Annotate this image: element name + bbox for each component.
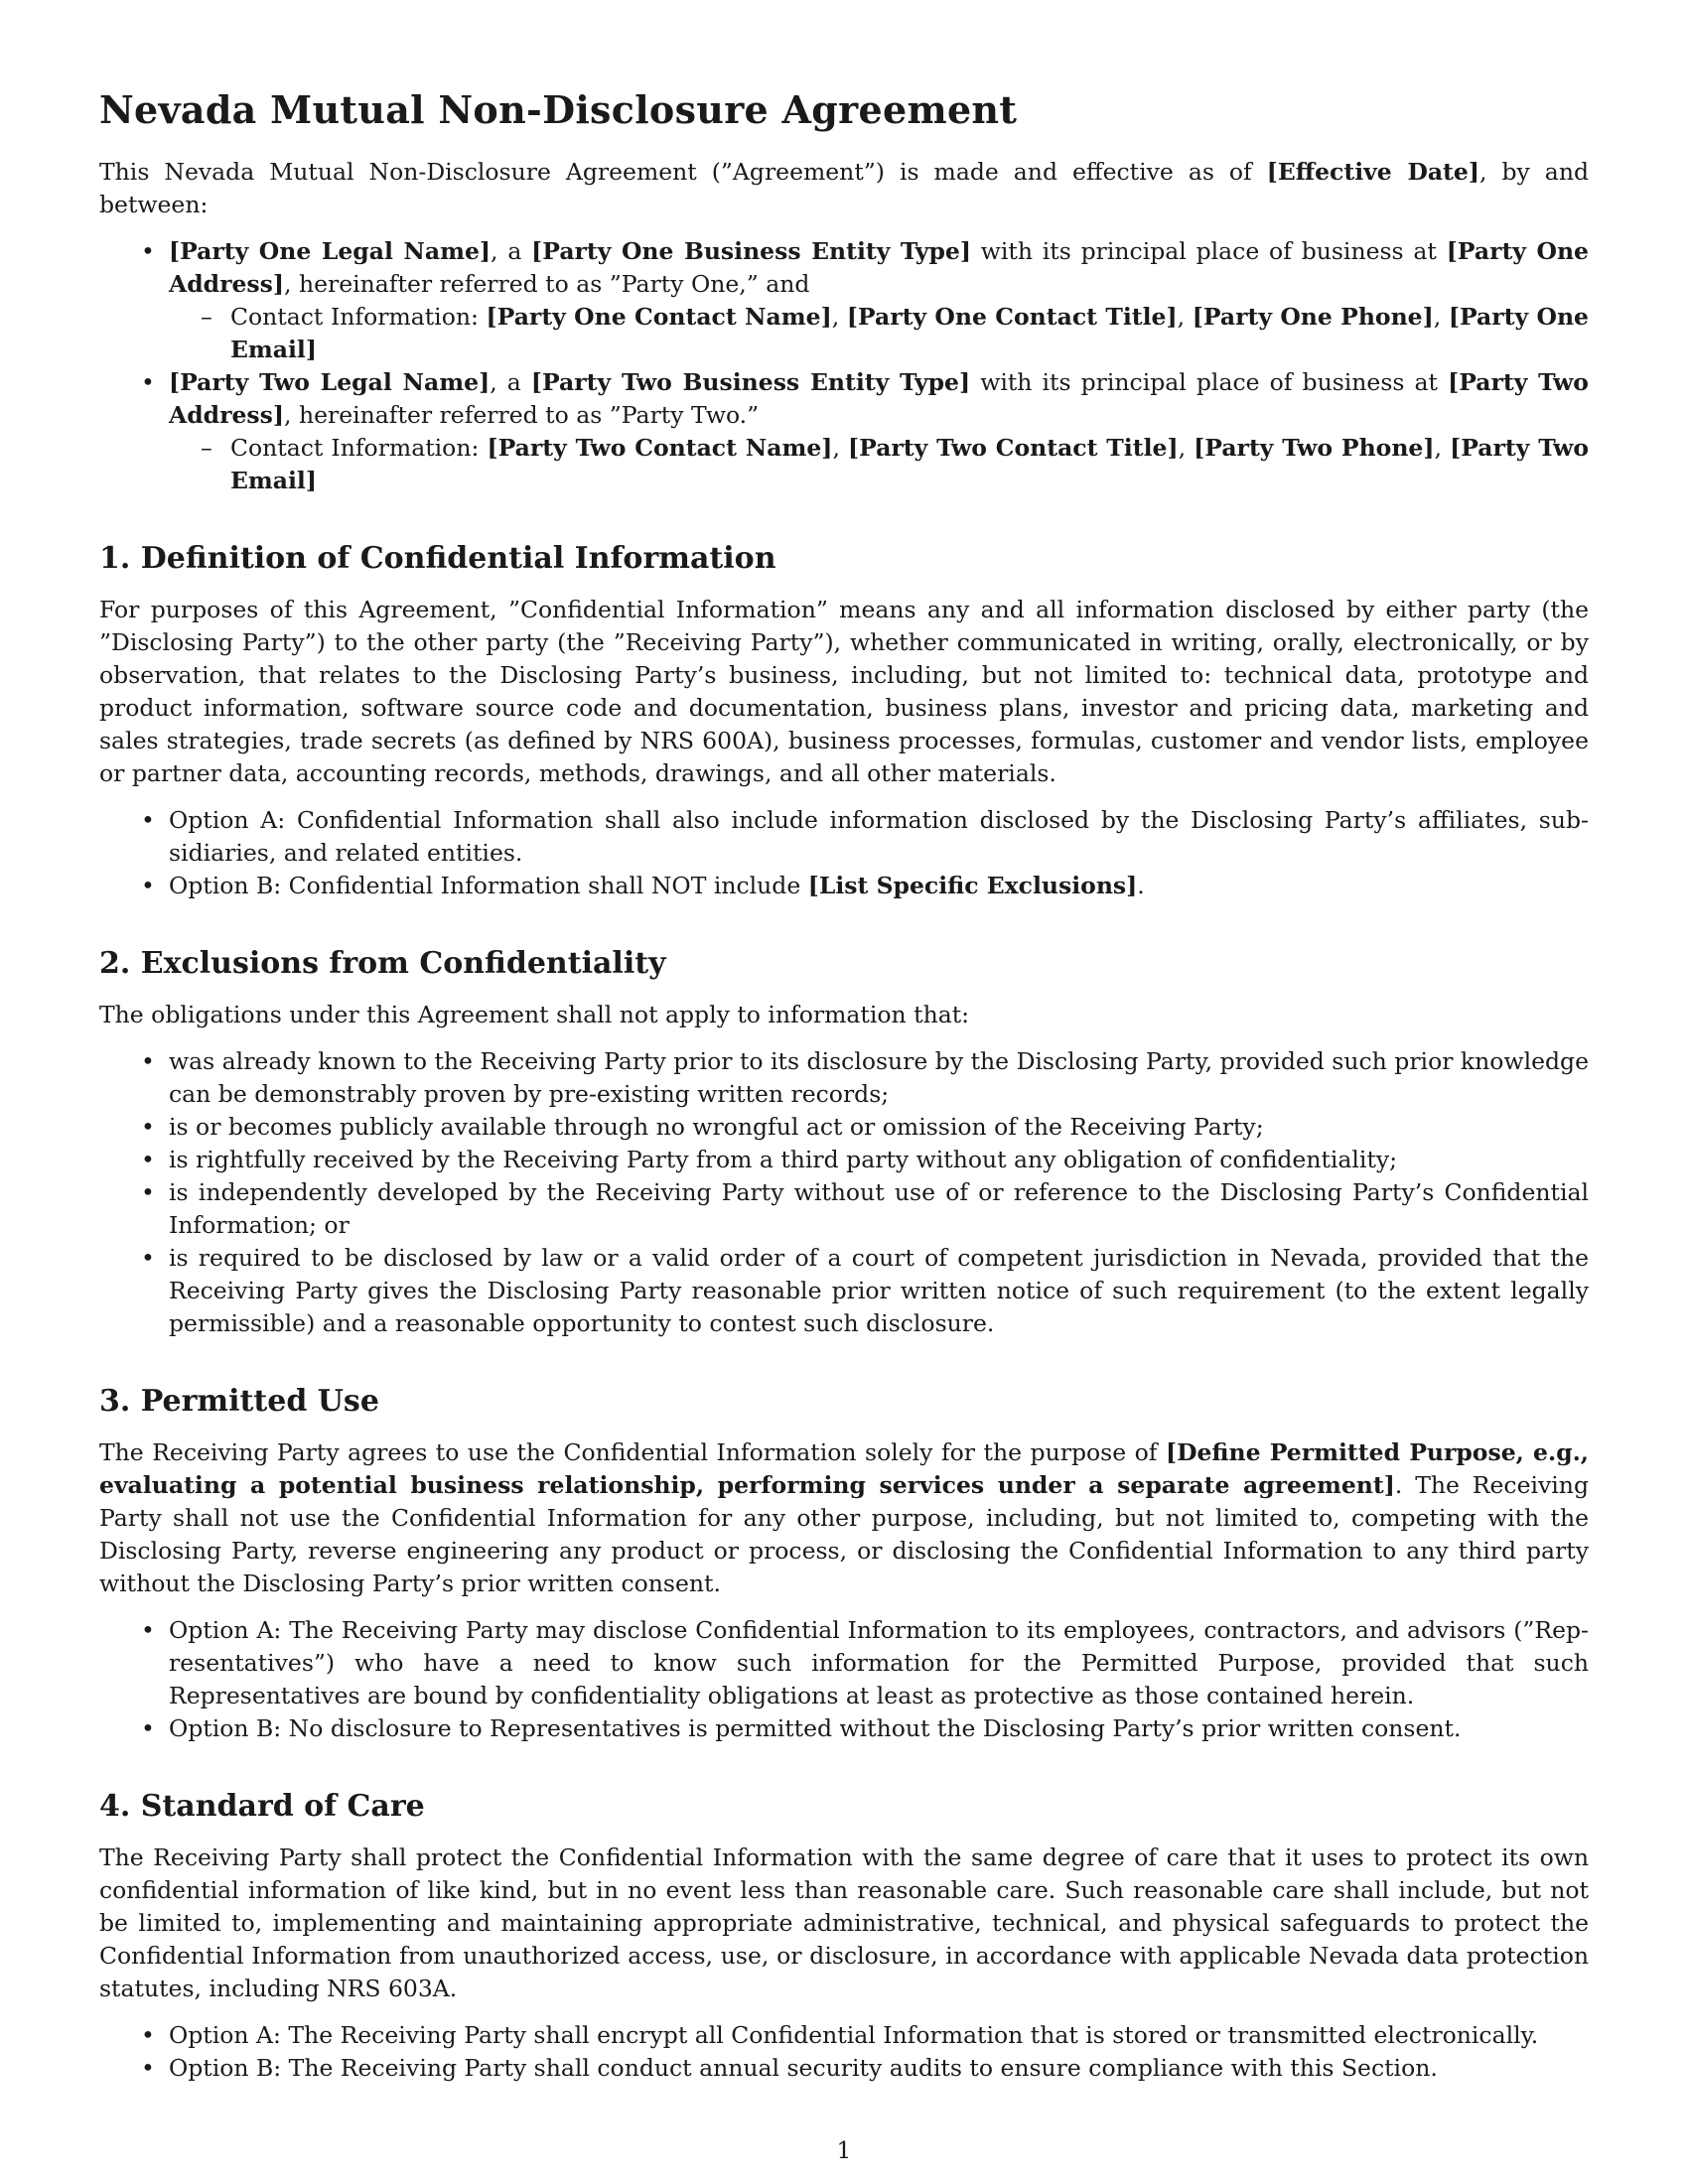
intro-paragraph	[99, 156, 1589, 221]
document-title: Nevada Mutual Non-Disclosure Agreement	[99, 87, 1018, 132]
text: with its principal place of business at	[970, 368, 1449, 396]
separator: ,	[1433, 303, 1449, 331]
party-one-address: [Party One Address]	[169, 237, 1589, 298]
party-one-contact-name: [Party One Contact Name]	[486, 303, 832, 331]
party-two-legal-name: [Party Two Legal Name]	[169, 368, 491, 396]
section-4-option-b: • Option B: The Receiving Party shall conduct annual security audits to ensure compliance with this Section.	[169, 2052, 1589, 2085]
list-item: • is rightfully received by the Receiving Party from a third party without any obligation of confidentiality;	[169, 1144, 1589, 1176]
section-3-option-b: • Option B: No disclosure to Representatives is permitted without the Disclosing Party’s prior written consent.	[169, 1712, 1589, 1745]
effective-date-placeholder: [Effective Date]	[1266, 158, 1479, 186]
section-3-option-a: • Option A: The Receiving Party may disclose Confidential Information to its employees, contractors, and advisors (”Representatives”) who have a need to know such information for the Permitted Purpose, provided that such Representatives are bound by confidentiality obligations at least as protective as those contained herein.	[169, 1614, 1589, 1712]
list-item: • is independently developed by the Receiving Party without use of or reference to the Disclosing Party’s Confidential Information; or	[169, 1176, 1589, 1242]
list-item: • was already known to the Receiving Party prior to its disclosure by the Disclosing Party, provided such prior knowledge can be demonstrably proven by pre-existing written records;	[169, 1045, 1589, 1111]
intro-text: This Nevada Mutual Non-Disclosure Agreement (”Agreement”) is made and effective as of	[99, 158, 1267, 186]
section-1-heading: 1. Definition of Confidential Information	[99, 541, 776, 576]
list-item: • is or becomes publicly available through no wrongful act or omission of the Receiving Party;	[169, 1111, 1589, 1144]
text: .	[1137, 872, 1145, 899]
text: , a	[490, 368, 531, 396]
section-4-heading: 4. Standard of Care	[99, 1789, 425, 1824]
party-two-item	[169, 366, 1589, 497]
exclusions-placeholder: [List Specific Exclusions]	[807, 872, 1138, 899]
section-3-body	[99, 1436, 1589, 1600]
section-4-body: The Receiving Party shall protect the Confidential Information with the same degree of care that it uses to protect its own confidential information of like kind, but in no event less than reasonable care. Such reasonable care shall include, but not be limited to, implementing and maintaining appropriate administrative, technical, and physical safeguards to protect the Confidential Information from unauthorized access, use, or disclosure, in accordance with applicable Nevada data protection statutes, including NRS 603A.	[99, 1843, 1589, 2002]
party-one-contact-item	[230, 301, 1589, 366]
party-one-contact-title: [Party One Contact Title]	[846, 303, 1178, 331]
separator: ,	[1434, 434, 1451, 462]
section-1-option-b	[169, 870, 1589, 902]
separator: ,	[831, 303, 847, 331]
text: , hereinafter referred to as ”Party One,” and	[284, 270, 810, 298]
section-2-body: The obligations under this Agreement shall not apply to information that:	[99, 1001, 970, 1028]
text: with its principal place of business at	[970, 237, 1447, 265]
document-page	[99, 87, 1589, 2085]
text: Option B: Confidential Information shall NOT include	[169, 872, 808, 899]
party-one-email: [Party One Email]	[230, 303, 1589, 363]
party-two-contact-title: [Party Two Contact Title]	[848, 434, 1179, 462]
text: . The Receiving Party shall not use the Confidential Information for any other purpose, including, but not limited to, competing with the Disclosing Party, reverse engineering any product or process, or disclosing the Confidential Information to any third party without the Disclosing Party’s prior written consent.	[99, 1471, 1589, 1597]
section-1-options	[99, 804, 1589, 902]
party-one-entity-type: [Party One Business Entity Type]	[531, 237, 971, 265]
separator: ,	[832, 434, 849, 462]
section-4-option-a: • Option A: The Receiving Party shall encrypt all Confidential Information that is stored or transmitted electronically.	[169, 2019, 1589, 2052]
text: The Receiving Party agrees to use the Confidential Information solely for the purpose of	[99, 1438, 1166, 1466]
party-two-contact-name: [Party Two Contact Name]	[487, 434, 833, 462]
section-3-options	[99, 1614, 1589, 1745]
section-1-option-a: • Option A: Confidential Information shall also include information disclosed by the Disclosing Party’s affiliates, subsidiaries, and related entities.	[169, 804, 1589, 870]
party-two-entity-type: [Party Two Business Entity Type]	[530, 368, 971, 396]
text: , a	[491, 237, 532, 265]
section-2-exclusions-list	[99, 1045, 1589, 1340]
party-one-item	[169, 235, 1589, 366]
parties-list	[99, 235, 1589, 497]
text: , hereinafter referred to as ”Party Two.”	[284, 401, 760, 429]
section-4-options	[99, 2019, 1589, 2085]
section-3-heading: 3. Permitted Use	[99, 1384, 379, 1419]
party-two-email: [Party Two Email]	[230, 434, 1590, 494]
page-number: 1	[836, 2136, 852, 2164]
contact-label: Contact Information:	[230, 434, 488, 462]
party-two-contact-item	[230, 432, 1589, 497]
separator: ,	[1177, 303, 1193, 331]
party-two-contact-list	[169, 432, 1589, 497]
section-2-heading: 2. Exclusions from Confidentiality	[99, 946, 666, 981]
separator: ,	[1178, 434, 1195, 462]
section-1-body: For purposes of this Agreement, ”Confidential Information” means any and all information disclosed by either party (the ”Disclosing Party”) to the other party (the ”Receiving Party”), whether communicated in writing, orally, electronically, or by observation, that relates to the Disclosing Party’s business, including, but not limited to: technical data, prototype and product information, software source code and documentation, business plans, investor and pricing data, marketing and sales strategies, trade secrets (as defined by NRS 600A), business processes, formulas, customer and vendor lists, employee or partner data, accounting records, methods, drawings, and all other materials.	[99, 596, 1589, 787]
permitted-purpose-placeholder: [Define Permitted Purpose, e.g., evaluating a potential business relationship, performing services under a separate agreement]	[99, 1438, 1589, 1499]
party-two-address: [Party Two Address]	[169, 368, 1589, 429]
contact-label: Contact Information:	[230, 303, 487, 331]
party-one-phone: [Party One Phone]	[1192, 303, 1434, 331]
party-one-contact-list	[169, 301, 1589, 366]
party-one-legal-name: [Party One Legal Name]	[169, 237, 492, 265]
party-two-phone: [Party Two Phone]	[1194, 434, 1435, 462]
intro-text-end: , by and between:	[99, 158, 1589, 218]
list-item: • is required to be disclosed by law or a valid order of a court of competent jurisdiction in Nevada, provided that the Receiving Party gives the Disclosing Party reasonable prior written notice of such requirement (to the extent legally permissible) and a reasonable opportunity to contest such disclosure.	[169, 1242, 1589, 1340]
